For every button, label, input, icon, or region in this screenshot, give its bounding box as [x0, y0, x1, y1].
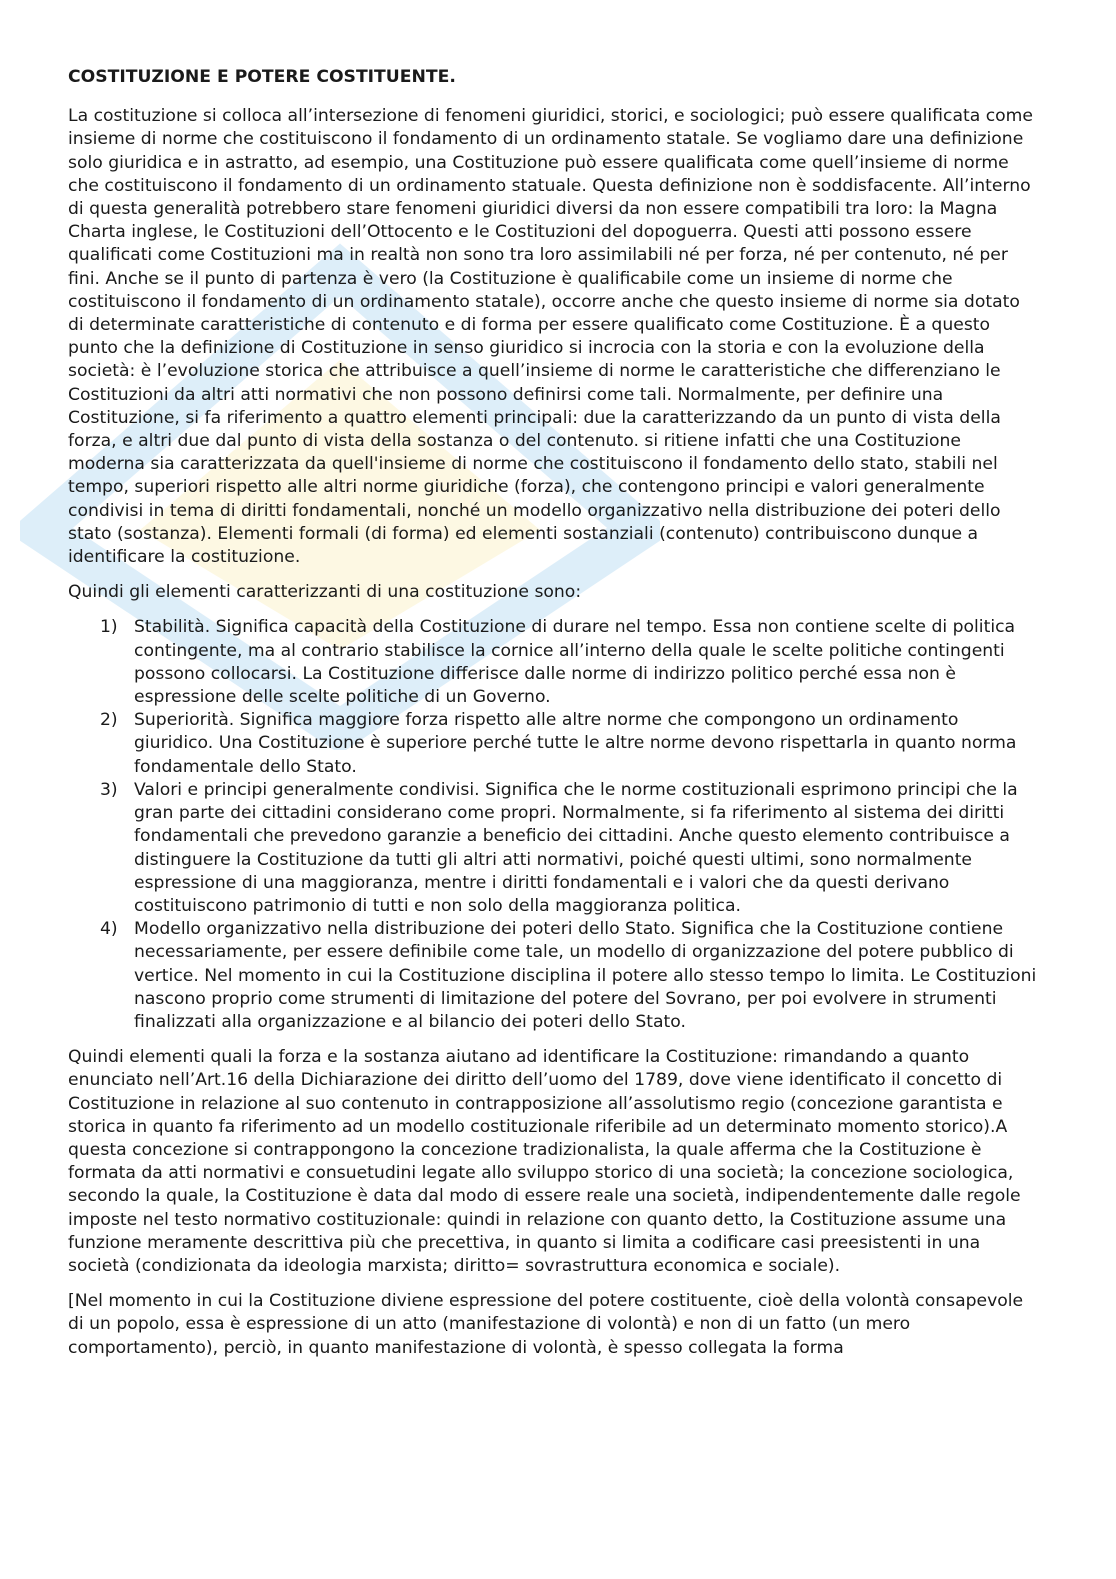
- paragraph: La costituzione si colloca all’intersezione di fenomeni giuridici, storici, e sociologici; può essere qualificata come insieme di norme che costituiscono il fondamento di un ordinamento statale. Se vogliamo dare una definizione solo giuridica e in astratto, ad esempio, una Costituzione può essere qualificata come quell’insieme di norme che costituiscono il fondamento di un ordinamento statuale. Questa definizione non è soddisfacente. All’interno di questa generalità potrebbero stare fenomeni giuridici diversi da non essere compatibili tra loro: la Magna Charta inglese, le Costituzioni dell’Ottocento e le Costituzioni del dopoguerra. Questi atti possono essere qualificati come Costituzioni ma in realtà non sono tra loro assimilabili né per forza, né per contenuto, né per fini. Anche se il punto di partenza è vero (la Costituzione è qualificabile come un insieme di norme che costituiscono il fondamento di un ordinamento statale), occorre anche che questo insieme di norme sia dotato di determinate caratteristiche di contenuto e di forma per essere qualificato come Costituzione. È a questo punto che la definizione di Costituzione in senso giuridico si incrocia con la storia e con la evoluzione della società: è l’evoluzione storica che attribuisce a quell’insieme di norme le caratteristiche che differenziano le Costituzioni da altri atti normativi che non possono definirsi come tali. Normalmente, per definire una Costituzione, si fa riferimento a quattro elementi principali: due la caratterizzando da un punto di vista della forza, e altri due dal punto di vista della sostanza o del contenuto. si ritiene infatti che una Costituzione moderna sia caratterizzata da quell'insieme di norme che costituiscono il fondamento dello stato, stabili nel tempo, superiori rispetto alle altri norme giuridiche (forza), che contengono principi e valori generalmente condivisi in tema di diritti fondamentali, nonché un modello organizzativo nella distribuzione dei poteri dello stato (sostanza). Elementi formali (di forma) ed elementi sostanziali (contenuto) contribuiscono dunque a identificare la costituzione.: [68, 106, 1033, 568]
- document-title: COSTITUZIONE E POTERE COSTITUENTE.: [68, 67, 456, 87]
- list-item: [68, 709, 1038, 779]
- list-number: 1): [100, 617, 118, 638]
- list-number: 4): [100, 919, 118, 940]
- paragraph: [Nel momento in cui la Costituzione diviene espressione del potere costituente, cioè della volontà consapevole di un popolo, essa è espressione di un atto (manifestazione di volontà) e non di un fatto (un mero comportamento), perciò, in quanto manifestazione di volontà, è spesso collegata la forma: [68, 1291, 1024, 1358]
- list-number: 3): [100, 779, 118, 800]
- list-item: [68, 616, 1038, 709]
- list-text: Superiorità. Significa maggiore forza rispetto alle altre norme che compongono un ordinamento giuridico. Una Costituzione è superiore perché tutte le altre norme devono rispettarla in quanto norma fondamentale dello Stato.: [134, 710, 1017, 777]
- paragraph: Quindi elementi quali la forza e la sostanza aiutano ad identificare la Costituzione: rimandando a quanto enunciato nell’Art.16 della Dichiarazione dei diritto dell’uomo del 1789, dove viene identificato il concetto di Costituzione in relazione al suo contenuto in contrapposizione all’assolutismo regio (concezione garantista e storica in quanto fa riferimento ad un modello costituzionale riferibile ad un determinato momento storico).A questa concezione si contrappongono la concezione tradizionalista, la quale afferma che la Costituzione è formata da atti normativi e consuetudini legate allo sviluppo storico di una società; la concezione sociologica, secondo la quale, la Costituzione è data dal modo di essere reale una società, indipendentemente dalle regole imposte nel testo normativo costituzionale: quindi in relazione con quanto detto, la Costituzione assume una funzione meramente descrittiva più che precettiva, in quanto si limita a codificare casi preesistenti in una società (condizionata da ideologia marxista; diritto= sovrastruttura economica e sociale).: [68, 1047, 1021, 1276]
- paragraph: Quindi gli elementi caratterizzanti di una costituzione sono:: [68, 582, 582, 603]
- list-item: [68, 779, 1038, 918]
- list-text: Valori e principi generalmente condivisi. Significa che le norme costituzionali esprimono principi che la gran parte dei cittadini considerano come propri. Normalmente, si fa riferimento al sistema dei diritti fondamentali che prevedono garanzie a beneficio dei cittadini. Anche questo elemento contribuisce a distinguere la Costituzione da tutti gli altri atti normativi, poiché questi ultimi, sono normalmente espressione di una maggioranza, mentre i diritti fondamentali e i valori che da questi derivano costituiscono patrimonio di tutti e non solo della maggioranza politica.: [134, 779, 1018, 916]
- list-text: Modello organizzativo nella distribuzione dei poteri dello Stato. Significa che la Costituzione contiene necessariamente, per essere definibile come tale, un modello di organizzazione del potere pubblico di vertice. Nel momento in cui la Costituzione disciplina il potere allo stesso tempo lo limita. Le Costituzioni nascono proprio come strumenti di limitazione del potere del Sovrano, per poi evolvere in strumenti finalizzati alla organizzazione e al bilancio dei poteri dello Stato.: [134, 919, 1037, 1032]
- elements-list: [68, 616, 1038, 1034]
- list-number: 2): [100, 710, 118, 731]
- list-item: [68, 918, 1038, 1034]
- document-page: [68, 66, 1038, 1372]
- list-text: Stabilità. Significa capacità della Costituzione di durare nel tempo. Essa non contiene scelte di politica contingente, ma al contrario stabilisce la cornice all’interno della quale le scelte politiche contingenti possono collocarsi. La Costituzione differisce dalle norme di indirizzo politico perché essa non è espressione delle scelte politiche di un Governo.: [134, 617, 1016, 708]
